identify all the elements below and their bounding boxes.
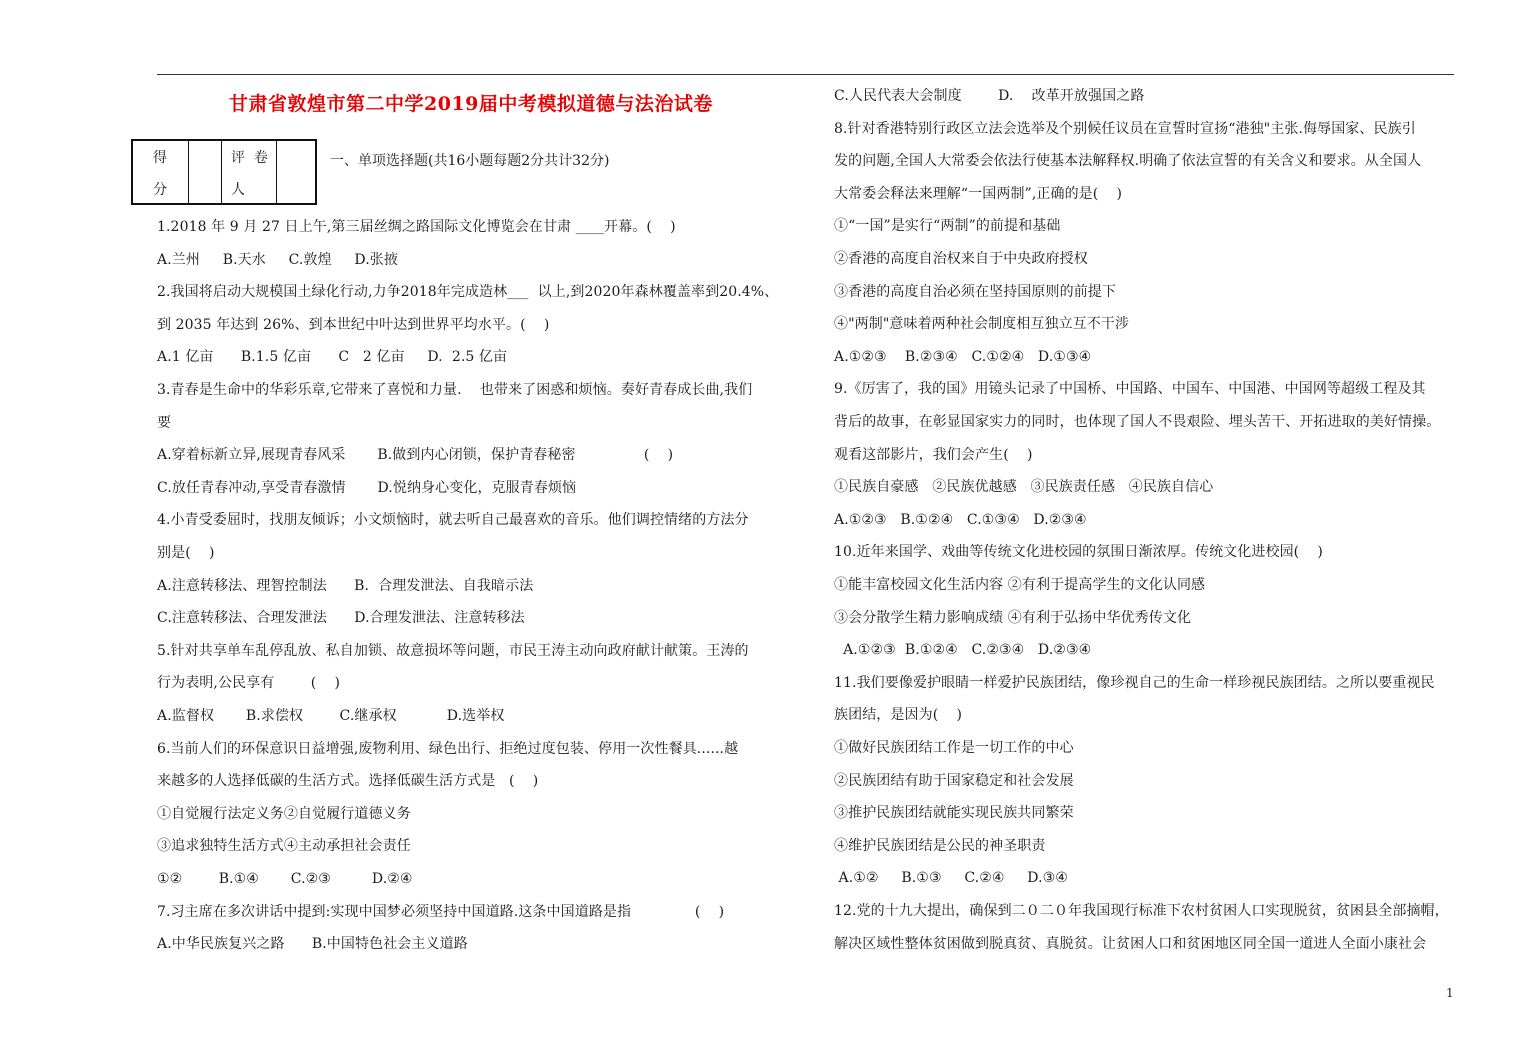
- text-line: 8.针对香港特别行政区立法会选举及个别候任议员在宣誓时宣扬“港独"主张.侮辱国家、民族引: [834, 120, 1416, 137]
- text-line: 要: [157, 414, 172, 431]
- page-title: 甘肃省敦煌市第二中学2019届中考模拟道德与法治试卷: [229, 93, 713, 115]
- text-line: ①“一国”是实行“两制”的前提和基础: [834, 218, 1061, 235]
- text-line: 来越多的人选择低碳的生活方式。选择低碳生活方式是 ( ): [157, 773, 539, 790]
- text-line: A.监督权 B.求偿权 C.继承权 D.选举权: [157, 708, 505, 724]
- text-line: ②香港的高度自治权来自于中央政府授权: [834, 251, 1088, 267]
- text-line: 7.习主席在多次讲话中提到:实现中国梦必须坚持中国道路.这条中国道路是指 ( ): [157, 903, 725, 920]
- text-line: C.人民代表大会制度 D. 改革开放强国之路: [834, 88, 1145, 104]
- text-line: ③追求独特生活方式④主动承担社会责任: [157, 838, 411, 855]
- text-line: 背后的故事，在彰显国家实力的同时，也体现了国人不畏艰险、埋头苦干、开拓进取的美好情操。: [834, 414, 1441, 430]
- score-label-cell: [133, 141, 189, 203]
- text-line: A.1 亿亩 B.1.5 亿亩 C 2 亿亩 D. 2.5 亿亩: [157, 349, 508, 366]
- text-line: A.兰州 B.天水 C.敦煌 D.张掖: [157, 251, 398, 268]
- text-line: ④维护民族团结是公民的神圣职责: [834, 837, 1046, 854]
- text-line: ①做好民族团结工作是一切工作的中心: [834, 740, 1074, 756]
- grader-label-cell: [222, 141, 277, 203]
- text-line: 10.近年来国学、戏曲等传统文化进校园的氛围日渐浓厚。传统文化进校园( ): [834, 544, 1323, 561]
- text-line: 6.当前人们的环保意识日益增强,废物利用、绿色出行、拒绝过度包装、停用一次性餐具......越: [157, 740, 739, 757]
- text-line: 发的问题,全国人大常委会依法行使基本法解释权.明确了依法宣誓的有关含义和要求。从全国人: [834, 153, 1422, 170]
- text-line: 别是( ): [157, 545, 215, 561]
- grader-label-bottom: 人: [231, 182, 245, 198]
- text-line: A.穿着标新立异,展现青春风采 B.做到内心闭锁，保护青春秘密 ( ): [157, 447, 674, 464]
- text-line: 4.小青受委屈时，找朋友倾诉；小文烦恼时，就去听自己最喜欢的音乐。他们调控情绪的方法分: [157, 512, 749, 529]
- text-line: A.注意转移法、理智控制法 B. 合理发泄法、自我暗示法: [157, 577, 534, 594]
- text-line: A.①②③ B.①②④ C.②③④ D.②③④: [834, 642, 1092, 659]
- text-line: ①自觉履行法定义务②自觉履行道德义务: [157, 805, 411, 822]
- text-line: A.中华民族复兴之路 B.中国特色社会主义道路: [157, 936, 468, 953]
- text-line: 大常委会释法来理解“一国两制”,正确的是( ): [834, 185, 1123, 202]
- text-line: 族团结，是因为( ): [834, 707, 963, 724]
- score-value-cell[interactable]: [189, 141, 222, 203]
- header-rule: [157, 74, 1454, 75]
- text-line: 1.2018 年 9 月 27 日上午,第三届丝绸之路国际文化博览会在甘肃 ____开幕。( ): [157, 219, 676, 235]
- text-line: ③会分散学生精力影响成绩 ④有利于弘扬中华优秀传文化: [834, 609, 1192, 626]
- text-line: 解决区域性整体贫困做到脱真贫、真脱贫。让贫困人口和贫困地区同全国一道进人全面小康社会: [834, 935, 1427, 952]
- section-heading: 一、单项选择题(共16小题每题2分共计32分): [330, 153, 610, 169]
- text-line: A.①②③ B.②③④ C.①②④ D.①③④: [834, 348, 1092, 365]
- text-line: ③香港的高度自治必须在坚持国原则的前提下: [834, 283, 1116, 300]
- text-line: 5.针对共享单车乱停乱放、私自加锁、故意损坏等问题，市民王涛主动向政府献计献策。王涛的: [157, 642, 749, 659]
- text-line: ②民族团结有助于国家稳定和社会发展: [834, 772, 1074, 789]
- text-line: 12.党的十九大提出，确保到二０二０年我国现行标准下农村贫困人口实现脱贫，贫困县全部摘帽，: [834, 903, 1449, 919]
- text-line: ①民族自豪感 ②民族优越感 ③民族责任感 ④民族自信心: [834, 479, 1214, 496]
- text-line: ③推护民族团结就能实现民族共同繁荣: [834, 805, 1074, 822]
- page-number: 1: [1446, 986, 1454, 1000]
- text-line: 3.青春是生命中的华彩乐章,它带来了喜悦和力量. 也带来了困惑和烦恼。奏好青春成长曲,我们: [157, 382, 753, 398]
- text-line: 行为表明,公民享有 ( ): [157, 675, 341, 692]
- text-line: 到 2035 年达到 26%、到本世纪中叶达到世界平均水平。( ): [157, 316, 550, 333]
- text-line: A.①②③ B.①②④ C.①③④ D.②③④: [834, 511, 1087, 528]
- text-line: C.放任青春冲动,享受青春激情 D.悦纳身心变化，克服青春烦恼: [157, 479, 577, 496]
- score-label-top: 得: [153, 150, 167, 166]
- text-line: A.①② B.①③ C.②④ D.③④: [834, 870, 1068, 887]
- grader-value-cell[interactable]: [277, 141, 315, 203]
- score-label-bottom: 分: [153, 182, 167, 198]
- text-line: 9.《厉害了，我的国》用镜头记录了中国桥、中国路、中国车、中国港、中国网等超级工程及其: [834, 381, 1426, 398]
- grader-label-top: 评 卷: [231, 150, 268, 166]
- text-line: ①能丰富校园文化生活内容 ②有利于提高学生的文化认同感: [834, 577, 1206, 593]
- text-line: ①② B.①④ C.②③ D.②④: [157, 871, 413, 887]
- text-line: C.注意转移法、合理发泄法 D.合理发泄法、注意转移法: [157, 610, 525, 627]
- text-line: 2.我国将启动大规模国土绿化行动,力争2018年完成造林___ 以上,到2020年森林覆盖率到20.4%、: [157, 284, 779, 301]
- text-line: 11.我们要像爱护眼睛一样爱护民族团结，像珍视自己的生命一样珍视民族团结。之所以要重视民: [834, 674, 1435, 691]
- score-table: [131, 139, 317, 205]
- text-line: ④"两制"意味着两种社会制度相互独立互不干涉: [834, 316, 1130, 333]
- text-line: 观看这部影片，我们会产生( ): [834, 446, 1033, 463]
